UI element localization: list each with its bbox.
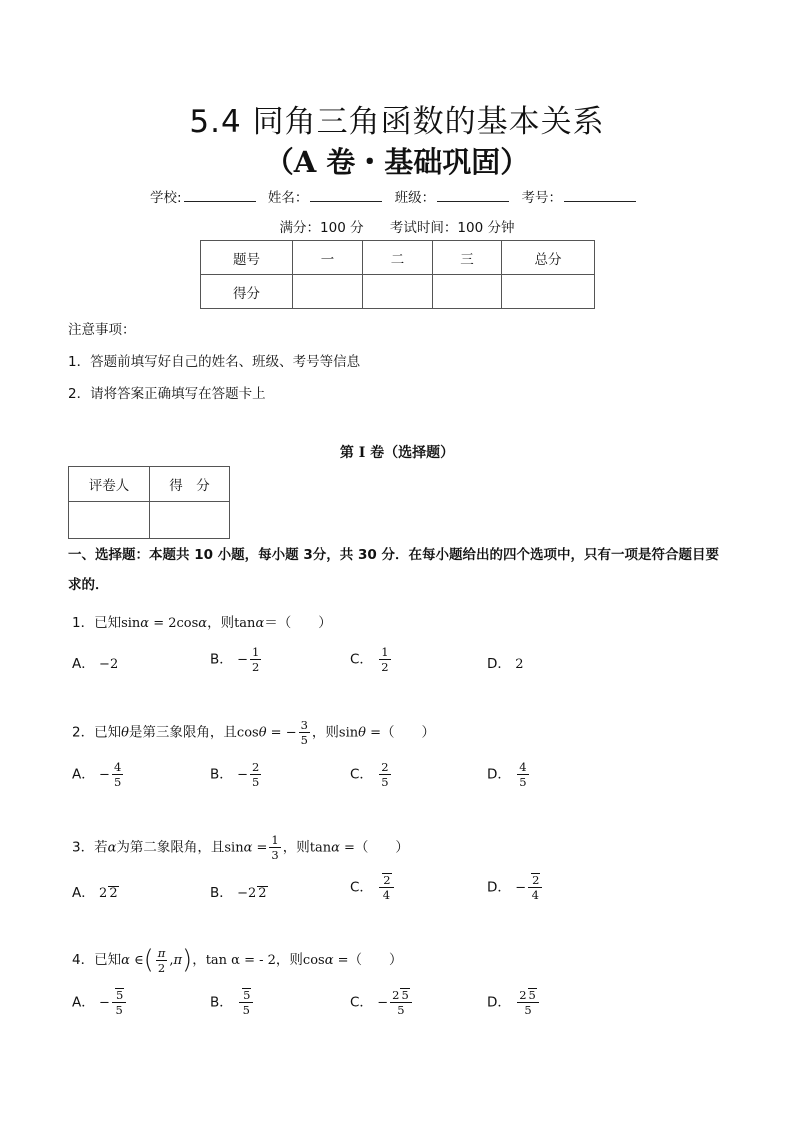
fraction: $\frac{2 5}{5}$: [390, 988, 412, 1017]
question-number: 3．: [72, 839, 95, 856]
reviewer-cell[interactable]: [69, 502, 150, 539]
fraction: $\frac{4}{5}$: [519, 760, 527, 789]
score-row-label: 得分: [201, 275, 293, 309]
option-label: D．: [487, 766, 511, 783]
option-label: A．: [72, 766, 95, 783]
page-title: 5.4 同角三角函数的基本关系: [189, 104, 605, 140]
exam-no-label: 考号：: [521, 190, 562, 206]
score-table-row: [201, 275, 595, 309]
option-value: −: [237, 767, 248, 783]
option-value: −: [237, 652, 248, 668]
exam-time: 考试时间：100 分钟: [389, 220, 515, 236]
option-b[interactable]: [210, 881, 268, 901]
math-expression: θ: [121, 725, 129, 741]
option-value: −: [99, 995, 110, 1011]
option-a[interactable]: [72, 760, 125, 789]
option-b[interactable]: [210, 988, 255, 1017]
option-value: −: [377, 995, 389, 1011]
fraction: $\frac{2}{4}$: [528, 873, 542, 902]
grader-score-label: 得 分: [150, 467, 230, 502]
score-header-cell: 总分: [502, 241, 595, 275]
option-b[interactable]: [210, 645, 263, 674]
school-blank[interactable]: [184, 189, 256, 202]
question-number: 1．: [72, 615, 95, 631]
question-text: ，则: [207, 615, 235, 631]
math-expression: tanα =: [309, 840, 355, 856]
fraction: $\frac{\pi}{2}$: [157, 945, 166, 975]
score-cell[interactable]: [502, 275, 595, 309]
option-label: D．: [487, 879, 511, 896]
grader-table: [68, 466, 230, 539]
answer-blank: ＝（ ）: [264, 615, 332, 631]
score-cell[interactable]: [363, 275, 433, 309]
option-value: 2 2: [99, 886, 118, 901]
score-table: [200, 240, 595, 309]
fraction: $\frac{1}{3}$: [271, 833, 279, 862]
class-blank[interactable]: [437, 189, 509, 202]
option-label: B．: [210, 994, 233, 1011]
option-b[interactable]: [210, 760, 263, 789]
option-c[interactable]: [350, 760, 393, 789]
question-text: ，则: [311, 724, 339, 741]
question-1: [72, 611, 332, 631]
option-value: −: [99, 767, 110, 783]
option-label: A．: [72, 885, 95, 901]
option-c[interactable]: [350, 873, 396, 902]
option-d[interactable]: [487, 873, 544, 902]
option-value: 2: [515, 657, 524, 672]
math-expression: α ∈: [121, 953, 144, 968]
answer-blank: （ ）: [354, 839, 409, 856]
fraction: $\frac{2}{5}$: [251, 760, 260, 789]
page-subtitle: （A 卷・基础巩固）: [264, 145, 530, 179]
option-label: D．: [487, 994, 511, 1011]
score-header-cell: 三: [433, 241, 502, 275]
question-2: [72, 718, 435, 747]
full-score: 满分：100 分: [279, 220, 364, 236]
school-label: 学校:: [150, 190, 182, 206]
section-title: 第 I 卷（选择题）: [339, 445, 455, 461]
class-label: 班级：: [394, 190, 436, 206]
fraction: $\frac{5}{5}$: [239, 988, 253, 1017]
fraction: $\frac{1}{2}$: [251, 645, 260, 674]
student-info-line: [0, 186, 794, 206]
math-expression: tanα: [234, 616, 265, 631]
option-c[interactable]: [350, 988, 414, 1017]
score-header-cell: 一: [293, 241, 363, 275]
option-label: A．: [72, 994, 95, 1011]
math-expression: tan α = - 2: [205, 953, 276, 968]
math-expression: sinα =: [224, 840, 268, 856]
option-a[interactable]: [72, 988, 128, 1017]
fraction: $\frac{1}{2}$: [381, 645, 389, 674]
fraction: $\frac{5}{5}$: [112, 988, 126, 1017]
question-3: [72, 833, 409, 862]
option-label: A．: [72, 656, 95, 672]
score-header-cell: 题号: [201, 241, 293, 275]
question-number: 4．: [72, 952, 95, 968]
answer-blank: （ ）: [348, 952, 403, 968]
option-label: C．: [350, 879, 373, 896]
question-text: 已知: [94, 952, 122, 968]
note-item: 1．答题前填写好自己的姓名、班级、考号等信息: [68, 354, 361, 370]
math-expression: α: [107, 840, 117, 856]
question-4: 4．已知α ∈( $\frac{\pi}{2}$ ,π)，tan α = - 2，则cosα =（ ）: [72, 945, 403, 975]
score-cell[interactable]: [293, 275, 363, 309]
question-number: 2．: [72, 724, 95, 741]
option-value: −2: [99, 657, 119, 672]
question-text: 已知: [94, 724, 122, 741]
option-c[interactable]: [350, 645, 393, 674]
note-item: 2．请将答案正确填写在答题卡上: [68, 386, 266, 402]
fraction: $\frac{4}{5}$: [113, 760, 122, 789]
math-expression: cosα =: [302, 953, 349, 968]
notes-heading: 注意事项：: [68, 322, 136, 338]
question-text: 已知: [94, 615, 122, 631]
reviewer-label: 评卷人: [69, 467, 150, 502]
option-label: B．: [210, 885, 233, 901]
name-label: 姓名：: [267, 190, 309, 206]
score-table-header: [201, 241, 595, 275]
fraction: $\frac{2}{4}$: [379, 873, 393, 902]
question-text: ，: [192, 952, 206, 968]
name-blank[interactable]: [310, 189, 382, 202]
fraction: $\frac{2 5}{5}$: [517, 988, 539, 1017]
option-label: C．: [350, 994, 373, 1011]
grader-score-cell[interactable]: [150, 502, 230, 539]
section-instructions: 一、选择题：本题共 10 小题，每小题 3分，共 30 分．在每小题给出的四个选项中，只有一项是符合题目要求的．: [68, 547, 719, 593]
option-label: B．: [210, 766, 233, 783]
score-cell[interactable]: [433, 275, 502, 309]
option-d[interactable]: [487, 988, 541, 1017]
option-value: −: [515, 880, 527, 896]
exam-no-blank[interactable]: [564, 189, 636, 202]
score-header-cell: 二: [363, 241, 433, 275]
question-text: 为第二象限角，且: [116, 839, 225, 856]
option-a[interactable]: [72, 652, 118, 672]
option-label: C．: [350, 651, 373, 668]
question-text: 是第三象限角，且: [128, 724, 237, 741]
option-label: C．: [350, 766, 373, 783]
math-expression: sinθ =: [338, 725, 381, 741]
option-a[interactable]: [72, 881, 119, 901]
question-text: ，则: [275, 952, 303, 968]
option-label: D．: [487, 656, 511, 672]
question-text: ，则: [282, 839, 310, 856]
fraction: $\frac{3}{5}$: [300, 718, 308, 747]
math-expression: sinα = 2cosα: [121, 616, 208, 631]
math-expression: cosθ = −: [236, 725, 297, 741]
option-label: B．: [210, 651, 233, 668]
fraction: $\frac{2}{5}$: [381, 760, 389, 789]
option-value: −2 2: [237, 886, 267, 901]
option-d[interactable]: [487, 652, 523, 672]
option-d[interactable]: [487, 760, 531, 789]
answer-blank: （ ）: [380, 724, 435, 741]
question-text: 若: [94, 839, 108, 856]
exam-meta: [0, 216, 794, 236]
